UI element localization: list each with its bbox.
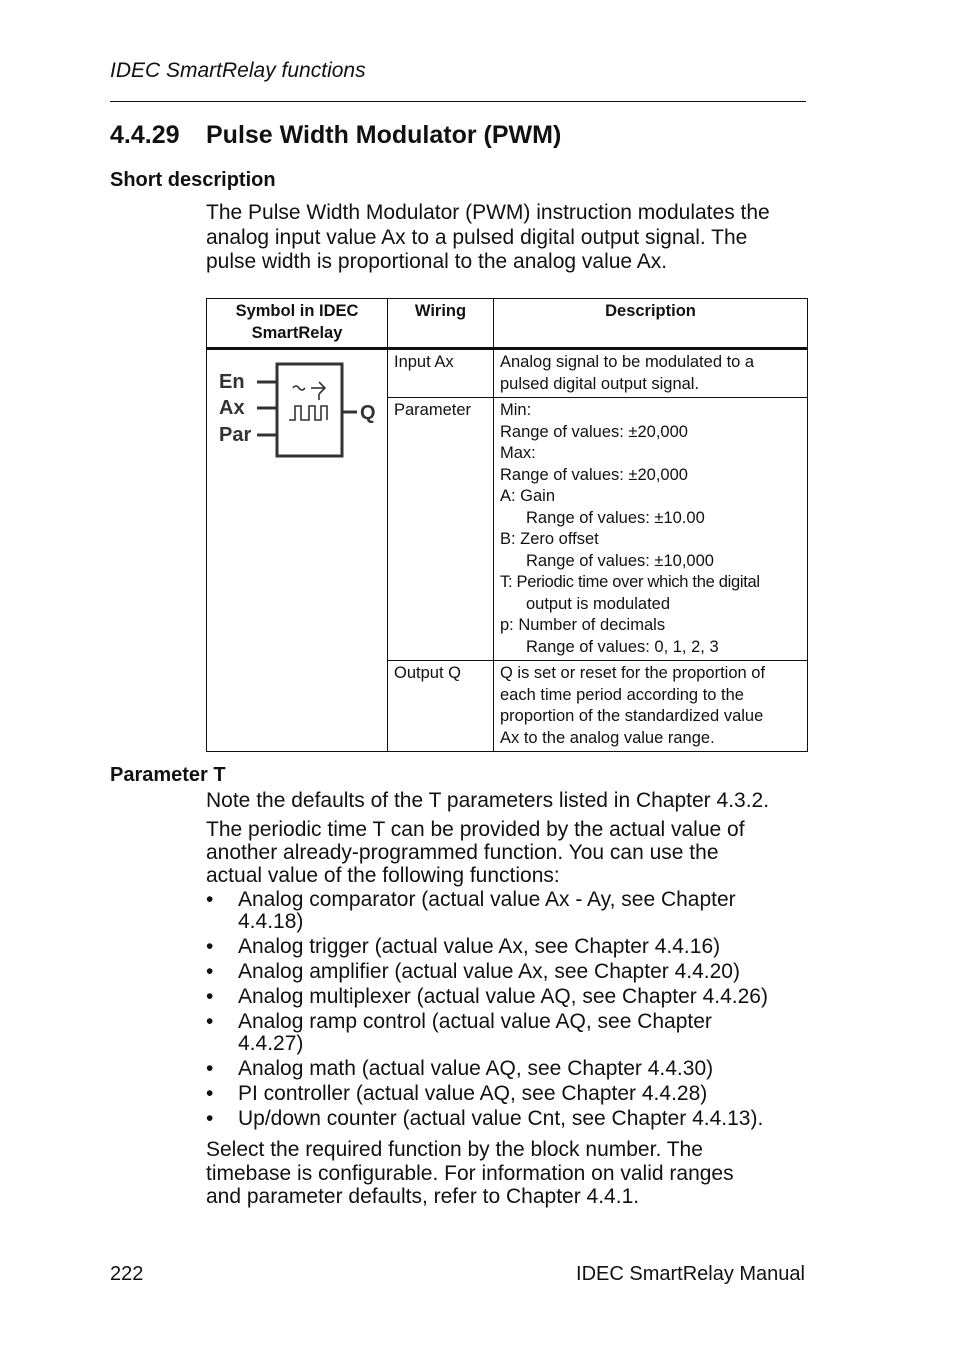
section-title-text: Pulse Width Modulator (PWM) — [206, 121, 562, 149]
closing-line: timebase is configurable. For information on valid ranges — [206, 1161, 734, 1185]
intro-line: another already-programmed function. You can use the — [206, 841, 719, 864]
list-item-text: Analog ramp control (actual value AQ, see Chapter — [238, 1010, 712, 1033]
pwm-block-symbol — [217, 360, 385, 460]
section-title — [110, 121, 561, 150]
desc-line: Range of values: ±20,000 — [500, 465, 688, 484]
desc-line: Min: — [500, 401, 532, 419]
page-number: 222 — [110, 1263, 144, 1285]
short-description-text — [206, 201, 770, 275]
symbol-output-q: Q — [360, 402, 376, 424]
desc-line: Range of values: ±10,000 — [526, 551, 714, 570]
desc-line: Analog signal to be modulated to a — [500, 353, 755, 371]
intro-line: actual value of the following functions: — [206, 864, 560, 887]
list-item-text: Analog trigger (actual value Ax, see Chapter 4.4.16) — [238, 935, 721, 958]
symbol-input-en: En — [219, 371, 245, 393]
analog-tilde-icon — [293, 386, 305, 390]
pulse-train-icon — [289, 406, 327, 420]
desc-line: Q is set or reset for the proportion of — [500, 664, 766, 682]
header-symbol — [207, 299, 388, 349]
bullet: • — [206, 935, 214, 958]
list-item — [206, 936, 816, 958]
table-header-row — [207, 299, 808, 349]
description-cell — [494, 349, 808, 398]
short-description-line: analog input value Ax to a pulsed digital output signal. The — [206, 225, 748, 249]
list-item-text: 4.4.27) — [238, 1032, 304, 1055]
parameter-t-intro — [206, 818, 745, 887]
desc-line: proportion of the standardized value — [500, 707, 764, 725]
list-item — [206, 1108, 816, 1130]
list-item — [206, 986, 816, 1008]
list-item — [206, 961, 816, 983]
desc-line: Range of values: 0, 1, 2, 3 — [526, 637, 719, 656]
short-description-line: The Pulse Width Modulator (PWM) instruction modulates the — [206, 201, 770, 224]
footer-manual-title: IDEC SmartRelay Manual — [576, 1263, 805, 1285]
bullet: • — [206, 1082, 214, 1105]
description-cell — [494, 398, 808, 661]
list-item — [206, 1011, 816, 1055]
parameter-t-note: Note the defaults of the T parameters listed in Chapter 4.3.2. — [206, 789, 770, 812]
header-symbol-line: SmartRelay — [251, 323, 343, 342]
list-item-text: Analog multiplexer (actual value AQ, see Chapter 4.4.26) — [238, 985, 768, 1008]
desc-line: Max: — [500, 444, 536, 462]
wiring-cell: Output Q — [388, 661, 494, 752]
table-row — [207, 349, 808, 398]
parameter-t-heading: Parameter T — [110, 764, 226, 786]
list-item-text: Analog amplifier (actual value Ax, see Chapter 4.4.20) — [238, 960, 740, 983]
bullet: • — [206, 1057, 214, 1080]
pwm-reference-table — [206, 298, 808, 752]
desc-line: Ax to the analog value range. — [500, 728, 715, 747]
section-number: 4.4.29 — [110, 121, 180, 149]
list-item-text: Analog comparator (actual value Ax - Ay, see Chapter — [238, 888, 736, 911]
wiring-cell: Input Ax — [388, 349, 494, 398]
header-wiring: Wiring — [388, 299, 494, 349]
desc-line: p: Number of decimals — [500, 616, 666, 634]
short-description-heading: Short description — [110, 169, 276, 191]
closing-line: Select the required function by the block number. The — [206, 1138, 703, 1161]
function-list — [206, 889, 816, 1133]
desc-line: T: Periodic time over which the digital — [500, 573, 760, 591]
desc-line: B: Zero offset — [500, 530, 599, 548]
list-item-text: 4.4.18) — [238, 910, 304, 933]
parameter-t-closing — [206, 1138, 734, 1209]
header-divider — [110, 101, 806, 102]
desc-line: each time period according to the — [500, 685, 744, 704]
bullet: • — [206, 985, 214, 1008]
closing-line: and parameter defaults, refer to Chapter 4.4.1. — [206, 1185, 640, 1208]
list-item — [206, 1058, 816, 1080]
running-header: IDEC SmartRelay functions — [110, 59, 366, 82]
symbol-cell — [207, 349, 388, 752]
desc-line: Range of values: ±10.00 — [526, 508, 705, 527]
list-item-text: PI controller (actual value AQ, see Chapter 4.4.28) — [238, 1082, 708, 1105]
short-description-line: pulse width is proportional to the analog value Ax. — [206, 250, 668, 273]
bullet: • — [206, 888, 214, 911]
bullet: • — [206, 1010, 214, 1033]
desc-line: pulsed digital output signal. — [500, 374, 700, 393]
desc-line: A: Gain — [500, 487, 556, 505]
symbol-input-par: Par — [219, 424, 252, 446]
bullet: • — [206, 1107, 214, 1130]
wiring-cell: Parameter — [388, 398, 494, 661]
desc-line: output is modulated — [526, 594, 671, 613]
list-item — [206, 1083, 816, 1105]
list-item — [206, 889, 816, 933]
bullet: • — [206, 960, 214, 983]
intro-line: The periodic time T can be provided by the actual value of — [206, 818, 745, 841]
header-symbol-line: Symbol in IDEC — [235, 302, 359, 320]
list-item-text: Up/down counter (actual value Cnt, see Chapter 4.4.13). — [238, 1107, 764, 1130]
header-description: Description — [494, 299, 808, 349]
list-item-text: Analog math (actual value AQ, see Chapter 4.4.30) — [238, 1057, 714, 1080]
desc-line: Range of values: ±20,000 — [500, 422, 688, 441]
symbol-input-ax: Ax — [219, 397, 245, 419]
description-cell — [494, 661, 808, 752]
